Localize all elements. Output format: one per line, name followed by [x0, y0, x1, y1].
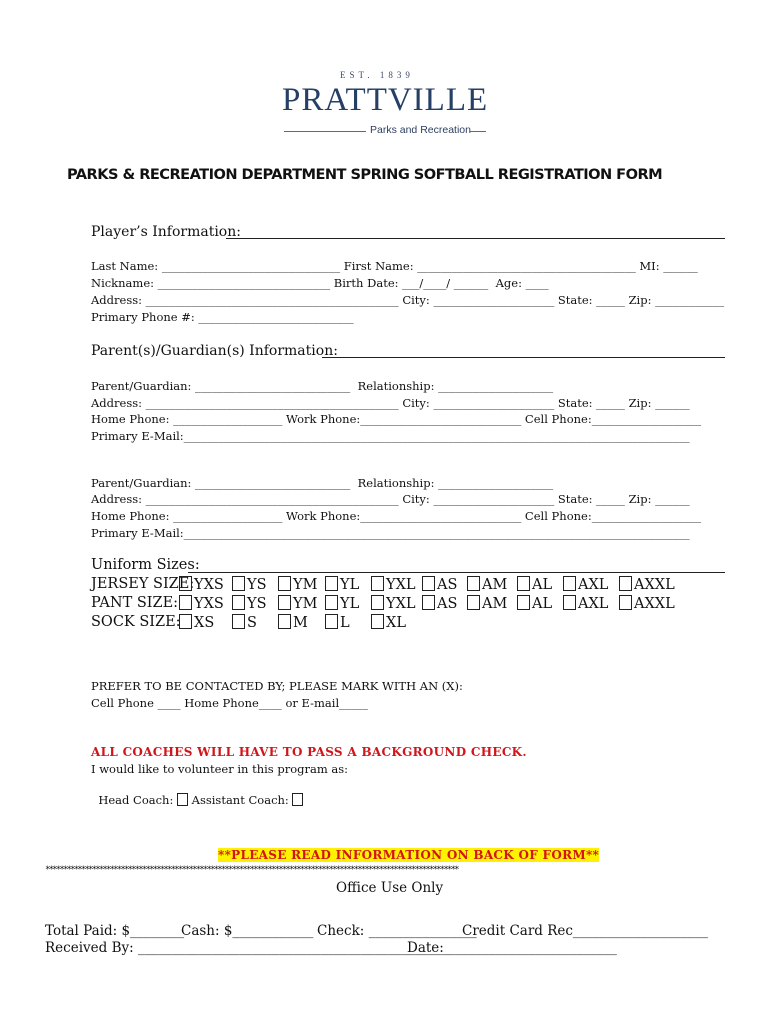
pant-checkbox[interactable] [563, 595, 576, 610]
guardian2-line-phones[interactable]: Home Phone: ___________________ Work Phone:____________________________ Cell Phone:___________________ [91, 509, 701, 523]
jersey-option[interactable] [517, 576, 552, 593]
player-line-address[interactable]: Address: ____________________________________________ City: _____________________ State: _____ Zip: ____________ [91, 293, 725, 307]
logo-wordmark: PRATTVILLE [282, 82, 489, 118]
check-field[interactable]: Check: ________________ [317, 923, 477, 939]
read-back-notice: **PLEASE READ INFORMATION ON BACK OF FORM** [218, 848, 600, 862]
sock-size-label: M [293, 615, 308, 631]
jersey-size-label: YXS [194, 577, 224, 593]
guardian-heading-rule [322, 357, 725, 358]
head-coach-label: Head Coach: [98, 793, 174, 807]
sock-size-label: S [247, 615, 257, 631]
logo-rule-left [284, 131, 366, 132]
sock-checkbox[interactable] [278, 614, 291, 629]
jersey-option[interactable] [325, 576, 359, 593]
pant-size-label: AXXL [634, 596, 675, 612]
form-title: PARKS & RECREATION DEPARTMENT SPRING SOFTBALL REGISTRATION FORM [67, 166, 663, 183]
jersey-checkbox[interactable] [325, 576, 338, 591]
contact-preference-instructions: PREFER TO BE CONTACTED BY; PLEASE MARK WITH AN (X): [91, 679, 463, 693]
jersey-size-label: JERSEY SIZE: [91, 576, 195, 592]
jersey-option[interactable] [619, 576, 675, 593]
jersey-size-label: YXL [386, 577, 416, 593]
sock-size-label: SOCK SIZE: [91, 614, 181, 630]
guardian1-line-name[interactable]: Parent/Guardian: ___________________________ Relationship: ____________________ [91, 379, 554, 393]
guardian1-line-address[interactable]: Address: ____________________________________________ City: _____________________ State: _____ Zip: ______ [91, 396, 690, 410]
guardian2-line-email[interactable]: Primary E-Mail:________________________________________________________________________________________ [91, 526, 690, 540]
jersey-size-label: YL [340, 577, 360, 593]
player-line-names[interactable]: Last Name: _______________________________ First Name: ______________________________________ MI: ______ [91, 259, 698, 273]
jersey-checkbox[interactable] [179, 576, 192, 591]
assistant-coach-checkbox[interactable] [292, 793, 303, 806]
uniform-heading: Uniform Sizes: [91, 557, 200, 573]
sock-option[interactable] [325, 614, 350, 631]
pant-size-label: AS [437, 596, 458, 612]
sock-size-label: XL [386, 615, 406, 631]
jersey-size-label: AS [437, 577, 458, 593]
pant-option[interactable] [325, 595, 359, 612]
pant-option[interactable] [371, 595, 416, 612]
jersey-option[interactable] [179, 576, 224, 593]
pant-checkbox[interactable] [278, 595, 291, 610]
pant-checkbox[interactable] [619, 595, 632, 610]
pant-size-label: AL [532, 596, 553, 612]
guardian2-line-address[interactable]: Address: ____________________________________________ City: _____________________ State: _____ Zip: ______ [91, 492, 690, 506]
jersey-option[interactable] [232, 576, 267, 593]
jersey-option[interactable] [371, 576, 416, 593]
pant-checkbox[interactable] [422, 595, 435, 610]
player-line-nickname[interactable]: Nickname: ______________________________ Birth Date: ___/____/ ______ Age: ____ [91, 276, 549, 290]
pant-checkbox[interactable] [517, 595, 530, 610]
pant-option[interactable] [422, 595, 457, 612]
pant-checkbox[interactable] [467, 595, 480, 610]
jersey-size-label: AM [482, 577, 508, 593]
pant-checkbox[interactable] [325, 595, 338, 610]
date-field[interactable]: Date: _________________________ [407, 940, 617, 956]
pant-size-label: AXL [578, 596, 609, 612]
jersey-size-label: AL [532, 577, 553, 593]
head-coach-checkbox[interactable] [177, 793, 188, 806]
pant-size-label: YXS [194, 596, 224, 612]
pant-checkbox[interactable] [371, 595, 384, 610]
sock-option[interactable] [179, 614, 214, 631]
guardian1-line-email[interactable]: Primary E-Mail:________________________________________________________________________________________ [91, 429, 690, 443]
pant-size-label: YM [293, 596, 318, 612]
sock-option[interactable] [371, 614, 406, 631]
jersey-checkbox[interactable] [371, 576, 384, 591]
logo-established: EST. 1839 [340, 70, 414, 80]
pant-option[interactable] [467, 595, 507, 612]
assistant-coach-label: Assistant Coach: [191, 793, 289, 807]
sock-checkbox[interactable] [325, 614, 338, 629]
logo-rule-right [470, 131, 486, 132]
pant-size-label: AM [482, 596, 508, 612]
jersey-checkbox[interactable] [619, 576, 632, 591]
player-line-phone[interactable]: Primary Phone #: ___________________________ [91, 310, 354, 324]
sock-option[interactable] [232, 614, 257, 631]
pant-size-label: YXL [386, 596, 416, 612]
contact-preference-options[interactable]: Cell Phone ____ Home Phone____ or E-mail_____ [91, 696, 368, 710]
player-info-heading: Player’s Information: [91, 224, 241, 240]
jersey-option[interactable] [422, 576, 457, 593]
jersey-checkbox[interactable] [517, 576, 530, 591]
jersey-checkbox[interactable] [232, 576, 245, 591]
pant-size-label: YS [247, 596, 267, 612]
guardian1-line-phones[interactable]: Home Phone: ___________________ Work Phone:____________________________ Cell Phone:___________________ [91, 412, 701, 426]
jersey-size-label: YM [293, 577, 318, 593]
sock-checkbox[interactable] [232, 614, 245, 629]
sock-size-label: XS [194, 615, 215, 631]
sock-size-label: L [340, 615, 350, 631]
jersey-size-label: AXL [578, 577, 609, 593]
jersey-size-label: YS [247, 577, 267, 593]
jersey-checkbox[interactable] [278, 576, 291, 591]
guardian-info-heading: Parent(s)/Guardian(s) Information: [91, 343, 338, 359]
pant-option[interactable] [232, 595, 267, 612]
pant-option[interactable] [619, 595, 675, 612]
jersey-option[interactable] [563, 576, 608, 593]
jersey-size-label: AXXL [634, 577, 675, 593]
uniform-heading-rule [188, 572, 725, 573]
divider-stars: ******************************************************************************************************************* [45, 865, 458, 875]
credit-card-field[interactable]: Credit Card Rec____________________ [462, 923, 708, 939]
pant-checkbox[interactable] [179, 595, 192, 610]
pant-size-label: PANT SIZE: [91, 595, 179, 611]
sock-option[interactable] [278, 614, 308, 631]
total-paid-field[interactable]: Total Paid: $________ [45, 923, 185, 939]
sock-checkbox[interactable] [371, 614, 384, 629]
jersey-checkbox[interactable] [563, 576, 576, 591]
player-heading-rule [226, 238, 725, 239]
jersey-option[interactable] [467, 576, 507, 593]
volunteer-options [91, 779, 303, 807]
pant-option[interactable] [563, 595, 608, 612]
guardian2-line-name[interactable]: Parent/Guardian: ___________________________ Relationship: ____________________ [91, 476, 554, 490]
volunteer-prompt: I would like to volunteer in this program as: [91, 762, 349, 776]
sock-checkbox[interactable] [179, 614, 192, 629]
pant-size-label: YL [340, 596, 360, 612]
received-by-field[interactable]: Received By: ______________________________________________ [45, 940, 449, 956]
background-check-warning: ALL COACHES WILL HAVE TO PASS A BACKGROUND CHECK. [91, 745, 527, 759]
pant-option[interactable] [517, 595, 552, 612]
pant-checkbox[interactable] [232, 595, 245, 610]
jersey-option[interactable] [278, 576, 317, 593]
pant-option[interactable] [278, 595, 317, 612]
pant-option[interactable] [179, 595, 224, 612]
jersey-checkbox[interactable] [467, 576, 480, 591]
office-use-heading: Office Use Only [336, 880, 444, 896]
logo-subtitle: Parks and Recreation [370, 124, 471, 136]
jersey-checkbox[interactable] [422, 576, 435, 591]
cash-field[interactable]: Cash: $____________ [181, 923, 314, 939]
